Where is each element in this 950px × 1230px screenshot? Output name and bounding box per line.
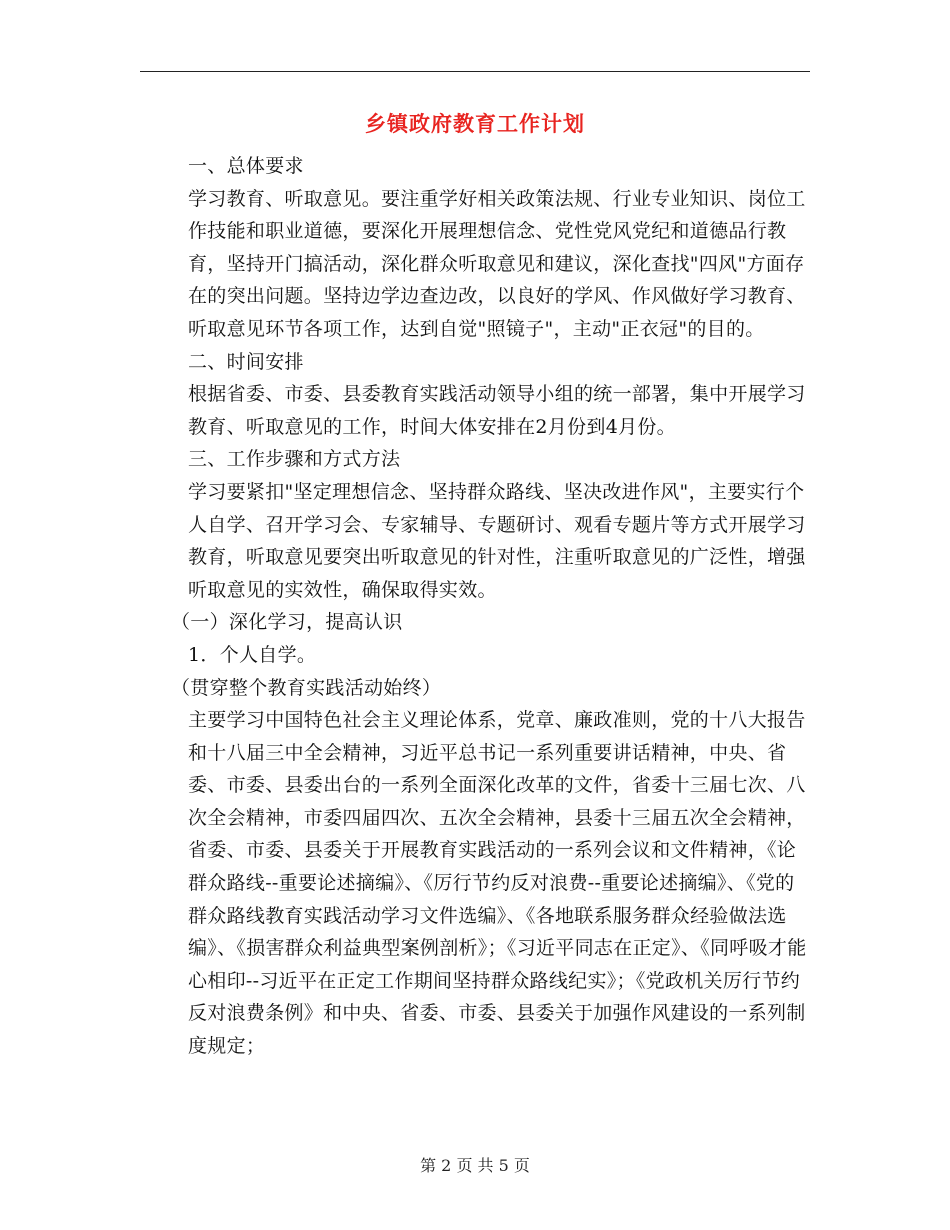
header-rule xyxy=(140,71,810,72)
item-note: （贯穿整个教育实践活动始终） xyxy=(171,676,442,699)
item-heading: 1．个人自学。 xyxy=(188,643,317,666)
section-heading: 一、总体要求 xyxy=(188,155,304,177)
paragraph: 学习要紧扣"坚定理想信念、坚持群众路线、坚决改进作风"，主要实行个人自学、召开学习会、专家辅导、专题研讨、观看专题片等方式开展学习教育，听取意见要突出听取意见的针对性，注重听取意见的广泛性，增强听取意见的实效性，确保取得实效。 xyxy=(188,480,806,601)
paragraph: 根据省委、市委、县委教育实践活动领导小组的统一部署，集中开展学习教育、听取意见的工作，时间大体安排在2月份到4月份。 xyxy=(188,383,806,438)
page-number: 第 2 页 共 5 页 xyxy=(420,1156,530,1175)
document-title: 乡镇政府教育工作计划 xyxy=(365,111,585,136)
document-body xyxy=(141,150,811,1063)
section-heading: 三、工作步骤和方式方法 xyxy=(188,448,401,471)
subsection-heading: （一）深化学习，提高认识 xyxy=(171,611,403,634)
section-heading: 二、时间安排 xyxy=(188,350,304,373)
paragraph: 主要学习中国特色社会主义理论体系，党章、廉政准则，党的十八大报告和十八届三中全会精神，习近平总书记一系列重要讲话精神，中央、省委、市委、县委出台的一系列全面深化改革的文件，省委十三届七次、八次全会精神，市委四届四次、五次全会精神，县委十三届五次全会精神，省委、市委、县委关于开展教育实践活动的一系列会议和文件精神，《论群众路线--重要论述摘编》、《厉行节约反对浪费--重要论述摘编》、《党的群众路线教育实践活动学习文件选编》、《各地联系服务群众经验做法选编》、《损害群众利益典型案例剖析》；《习近平同志在正定》、《同呼吸才能心相印--习近平在正定工作期间坚持群众路线纪实》；《党政机关厉行节约反对浪费条例》和中央、省委、市委、县委关于加强作风建设的一系列制度规定； xyxy=(188,709,807,1058)
paragraph: 学习教育、听取意见。要注重学好相关政策法规、行业专业知识、岗位工作技能和职业道德，要深化开展理想信念、党性党风党纪和道德品行教育，坚持开门搞活动，深化群众听取意见和建议，深化查找"四风"方面存在的突出问题。坚持边学边查边改，以良好的学风、作风做好学习教育、听取意见环节各项工作，达到自觉"照镜子"，主动"正衣冠"的目的。 xyxy=(188,187,806,340)
